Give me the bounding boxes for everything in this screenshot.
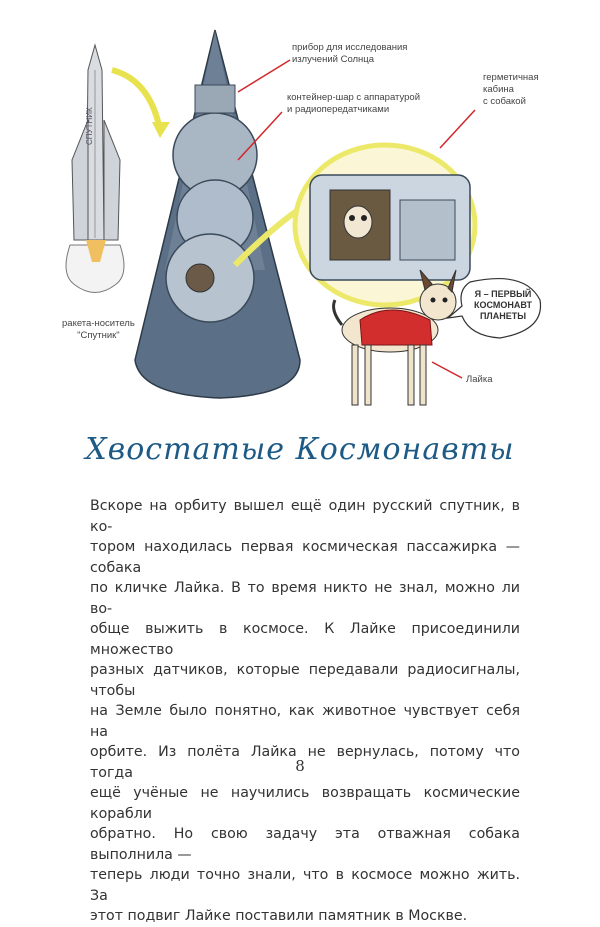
text-line: орбите. Из полёта Лайка не вернулась, потому что тогда <box>90 744 520 781</box>
text-line: ещё учёные не научились возвращать космические корабли <box>90 785 520 822</box>
body-paragraph <box>90 496 520 927</box>
arrow-rocket-to-cone <box>112 70 160 130</box>
annotation-container: контейнер-шар с аппаратурой и радиопередатчиками <box>287 92 421 115</box>
text-line: на Земле было понятно, как животное чувствует себя на <box>90 703 520 740</box>
annotation-cabin: герметичная кабина с собакой <box>483 72 539 107</box>
text-line: Вскоре на орбиту вышел ещё один русский спутник, в ко- <box>90 498 520 535</box>
page-title: Хвостатые Космонавты <box>85 432 515 467</box>
page-number: 8 <box>295 757 305 775</box>
pointer-sun-device <box>238 60 290 92</box>
pointer-dog <box>432 362 462 378</box>
text-line: тором находилась первая космическая пассажирка — собака <box>90 539 520 576</box>
cabin-drawing <box>310 175 470 280</box>
text-line: теперь люди точно знали, что в космосе можно жить. За <box>90 867 520 904</box>
rocket-drawing <box>66 45 124 293</box>
annotation-sun-device: прибор для исследования излучений Солнца <box>292 42 408 65</box>
pointer-cabin <box>440 110 475 148</box>
annotation-rocket: ракета-носитель "Спутник" <box>62 318 135 341</box>
sputnik-cone <box>135 30 300 398</box>
rocket-side-label: СПУТНИК <box>85 107 94 145</box>
text-line: обратно. Но свою задачу эта отважная собака выполнила — <box>90 826 520 863</box>
speech-text: Я – ПЕРВЫЙ КОСМОНАВТ ПЛАНЕТЫ <box>474 289 533 321</box>
annotation-dog: Лайка <box>466 374 493 385</box>
text-line: разных датчиков, которые передавали радиосигналы, чтобы <box>90 662 520 699</box>
text-line: обще выжить в космосе. К Лайке присоединили множество <box>90 621 520 658</box>
text-line: этот подвиг Лайке поставили памятник в Москве. <box>90 908 468 924</box>
text-line: по кличке Лайка. В то время никто не знал, можно ли во- <box>90 580 520 617</box>
